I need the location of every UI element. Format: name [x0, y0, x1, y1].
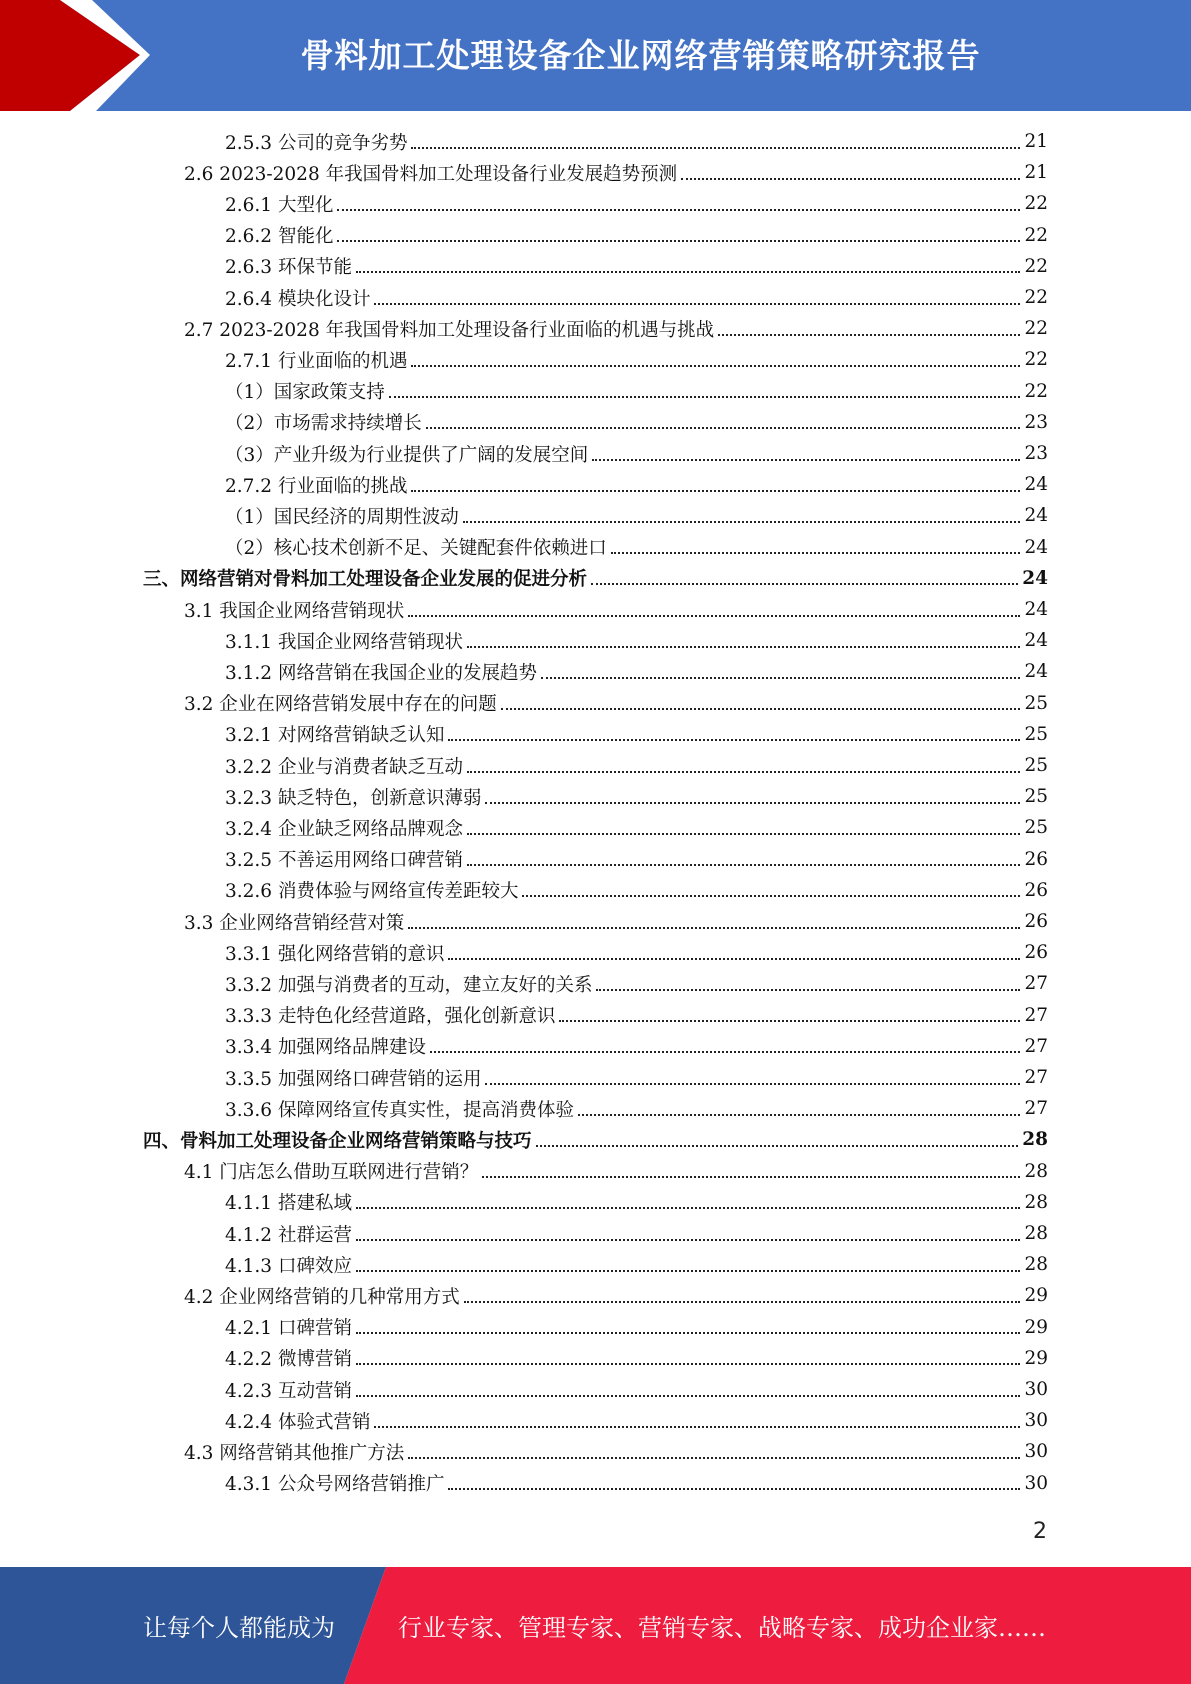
toc-entry[interactable]	[184, 1156, 1048, 1187]
toc-entry-label: 3.3.4 加强网络品牌建设	[225, 1037, 426, 1059]
toc-entry-page: 23	[1024, 443, 1048, 464]
toc-dot-leader	[467, 771, 1020, 773]
toc-entry-page: 28	[1024, 1254, 1048, 1276]
toc-entry-label: （1）国民经济的周期性波动	[225, 506, 459, 528]
toc-entry[interactable]	[184, 906, 1048, 937]
toc-dot-leader	[337, 240, 1020, 242]
toc-dot-leader	[356, 1395, 1021, 1397]
toc-dot-leader	[681, 178, 1020, 180]
toc-entry-label: 4.2.2 微博营销	[225, 1349, 352, 1371]
toc-entry-page: 25	[1024, 692, 1048, 714]
toc-entry-label: 3.2 企业在网络营销发展中存在的问题	[184, 694, 497, 716]
toc-entry[interactable]	[225, 1187, 1048, 1218]
toc-entry-page: 30	[1024, 1379, 1048, 1400]
toc-entry[interactable]	[184, 688, 1048, 719]
toc-entry-page: 22	[1024, 193, 1048, 215]
toc-entry-label: 3.3.2 加强与消费者的互动，建立友好的关系	[225, 974, 593, 996]
toc-entry[interactable]	[184, 1280, 1048, 1311]
toc-entry-page: 24	[1024, 505, 1048, 527]
toc-entry-label: 2.7 2023-2028 年我国骨料加工处理设备行业面临的机遇与挑战	[184, 319, 715, 341]
toc-dot-leader	[411, 490, 1020, 492]
toc-entry-page: 22	[1024, 318, 1048, 340]
toc-entry-page: 28	[1024, 1191, 1048, 1213]
toc-entry[interactable]	[225, 750, 1048, 781]
toc-entry[interactable]	[225, 875, 1048, 906]
toc-entry-page: 22	[1024, 255, 1048, 277]
toc-entry-page: 24	[1024, 474, 1048, 496]
toc-entry-label: 4.3 网络营销其他推广方法	[184, 1442, 405, 1464]
toc-dot-leader	[482, 1176, 1020, 1178]
toc-dot-leader	[356, 1363, 1021, 1365]
toc-entry[interactable]	[225, 438, 1048, 469]
toc-entry-page: 26	[1024, 942, 1048, 964]
toc-dot-leader	[408, 1457, 1020, 1459]
toc-entry-label: 3.2.2 企业与消费者缺乏互动	[225, 756, 463, 778]
toc-entry-label: 2.7.1 行业面临的机遇	[225, 350, 408, 372]
toc-entry-page: 25	[1024, 755, 1048, 776]
toc-entry-label: 3.2.3 缺乏特色，创新意识薄弱	[225, 787, 482, 809]
toc-dot-leader	[356, 1207, 1021, 1209]
toc-entry-label: 4.2.1 口碑营销	[225, 1318, 352, 1340]
toc-entry-page: 28	[1024, 1223, 1048, 1244]
toc-entry-label: 3.1.1 我国企业网络营销现状	[225, 631, 463, 653]
toc-entry[interactable]	[225, 1249, 1048, 1280]
toc-dot-leader	[408, 927, 1020, 929]
toc-dot-leader	[611, 552, 1021, 554]
toc-entry-label: 4.2.4 体验式营销	[225, 1411, 371, 1433]
toc-entry-label: 3.3.1 强化网络营销的意识	[225, 943, 445, 965]
toc-entry[interactable]	[143, 1124, 1048, 1155]
toc-dot-leader	[485, 802, 1020, 804]
toc-entry-page: 25	[1024, 723, 1048, 745]
toc-entry-label: 四、骨料加工处理设备企业网络营销策略与技巧	[143, 1130, 532, 1152]
toc-entry-label: 4.3.1 公众号网络营销推广	[225, 1474, 445, 1496]
toc-entry-page: 30	[1024, 1472, 1048, 1494]
toc-entry[interactable]	[225, 1093, 1048, 1124]
toc-entry-label: （3）产业升级为行业提供了广阔的发展空间	[225, 444, 589, 466]
toc-dot-leader	[356, 1239, 1021, 1241]
footer-tagline: 行业专家、管理专家、营销专家、战略专家、成功企业家……	[398, 1614, 1046, 1642]
toc-entry[interactable]	[225, 376, 1048, 407]
toc-dot-leader	[485, 1083, 1020, 1085]
toc-entry-page: 26	[1024, 911, 1048, 932]
toc-entry-page: 29	[1024, 1347, 1048, 1369]
toc-dot-leader	[559, 1020, 1020, 1022]
toc-dot-leader	[448, 958, 1020, 960]
toc-dot-leader	[430, 1051, 1020, 1053]
toc-entry-page: 21	[1024, 131, 1048, 152]
toc-entry[interactable]	[225, 500, 1048, 531]
toc-entry-page: 24	[1024, 661, 1048, 683]
toc-entry-label: 4.2.3 互动营销	[225, 1380, 352, 1402]
toc-entry-label: 三、网络营销对骨料加工处理设备企业发展的促进分析	[143, 569, 588, 591]
toc-entry[interactable]	[225, 1218, 1048, 1249]
toc-entry[interactable]	[225, 188, 1048, 219]
toc-dot-leader	[389, 396, 1021, 398]
toc-entry-page: 27	[1024, 1098, 1048, 1120]
footer-slogan: 让每个人都能成为	[143, 1614, 335, 1642]
toc-dot-leader	[536, 1145, 1019, 1147]
toc-dot-leader	[374, 1426, 1020, 1428]
toc-entry-label: 3.3.6 保障网络宣传真实性，提高消费体验	[225, 1099, 574, 1121]
toc-entry-page: 22	[1024, 224, 1048, 246]
toc-entry-label: 3.2.4 企业缺乏网络品牌观念	[225, 818, 463, 840]
toc-dot-leader	[448, 1488, 1020, 1490]
toc-entry[interactable]	[184, 594, 1048, 625]
toc-entry[interactable]	[225, 625, 1048, 656]
toc-entry-page: 30	[1024, 1441, 1048, 1463]
toc-entry-label: 2.6.3 环保节能	[225, 257, 352, 279]
toc-entry[interactable]	[225, 1374, 1048, 1405]
toc-dot-leader	[501, 708, 1021, 710]
toc-entry-page: 22	[1024, 380, 1048, 402]
toc-entry-label: 3.2.5 不善运用网络口碑营销	[225, 850, 463, 872]
toc-entry-page: 30	[1024, 1410, 1048, 1432]
toc-dot-leader	[578, 1114, 1020, 1116]
toc-entry[interactable]	[225, 1000, 1048, 1031]
toc-entry-label: 4.1.1 搭建私域	[225, 1193, 352, 1215]
toc-entry[interactable]	[225, 344, 1048, 375]
toc-entry-page: 27	[1024, 1035, 1048, 1057]
toc-entry-page: 26	[1024, 879, 1048, 901]
toc-entry[interactable]	[225, 968, 1048, 999]
toc-dot-leader	[467, 833, 1020, 835]
toc-entry-label: 3.2.6 消费体验与网络宣传差距较大	[225, 881, 519, 903]
toc-entry-label: （2）市场需求持续增长	[225, 413, 422, 435]
toc-dot-leader	[467, 864, 1020, 866]
toc-entry-label: 2.6.2 智能化	[225, 226, 334, 248]
toc-dot-leader	[337, 209, 1020, 211]
toc-dot-leader	[356, 1332, 1021, 1334]
toc-dot-leader	[718, 334, 1020, 336]
toc-entry-label: 4.1 门店怎么借助互联网进行营销？	[184, 1162, 479, 1184]
toc-entry-label: 3.1 我国企业网络营销现状	[184, 600, 405, 622]
header-arrow-decoration	[0, 0, 160, 111]
toc-entry[interactable]	[225, 1343, 1048, 1374]
toc-entry-label: 2.7.2 行业面临的挑战	[225, 475, 408, 497]
toc-entry-page: 24	[1022, 567, 1048, 589]
toc-entry[interactable]	[143, 563, 1048, 594]
toc-dot-leader	[374, 303, 1020, 305]
toc-dot-leader	[464, 1301, 1021, 1303]
report-footer	[0, 1567, 1191, 1684]
toc-entry[interactable]	[225, 656, 1048, 687]
toc-entry[interactable]	[225, 1062, 1048, 1093]
toc-entry[interactable]	[225, 1031, 1048, 1062]
toc-entry-page: 28	[1022, 1129, 1048, 1151]
toc-entry-label: （2）核心技术创新不足、关键配套件依赖进口	[225, 538, 607, 560]
toc-entry[interactable]	[225, 1312, 1048, 1343]
toc-entry-label: 4.1.2 社群运营	[225, 1224, 352, 1246]
toc-entry-page: 25	[1024, 817, 1048, 839]
toc-dot-leader	[426, 427, 1021, 429]
toc-dot-leader	[596, 989, 1020, 991]
toc-entry[interactable]	[225, 1468, 1048, 1499]
toc-dot-leader	[408, 615, 1020, 617]
toc-entry-page: 24	[1024, 536, 1048, 558]
toc-entry[interactable]	[225, 126, 1048, 157]
toc-entry[interactable]	[184, 157, 1048, 188]
toc-entry-page: 24	[1024, 599, 1048, 620]
toc-entry-label: 2.5.3 公司的竞争劣势	[225, 132, 408, 154]
toc-dot-leader	[411, 365, 1020, 367]
toc-dot-leader	[467, 646, 1020, 648]
toc-entry-page: 29	[1024, 1285, 1048, 1307]
toc-entry-page: 26	[1024, 848, 1048, 870]
toc-entry-page: 25	[1024, 786, 1048, 808]
toc-dot-leader	[463, 521, 1021, 523]
toc-entry-label: 4.1.3 口碑效应	[225, 1255, 352, 1277]
toc-entry-page: 29	[1024, 1316, 1048, 1338]
toc-entry[interactable]	[184, 313, 1048, 344]
toc-entry[interactable]	[225, 407, 1048, 438]
toc-dot-leader	[541, 677, 1020, 679]
toc-entry[interactable]	[225, 844, 1048, 875]
toc-entry[interactable]	[225, 251, 1048, 282]
toc-entry-label: 2.6 2023-2028 年我国骨料加工处理设备行业发展趋势预测	[184, 163, 678, 185]
toc-entry[interactable]	[225, 781, 1048, 812]
toc-entry-label: 3.1.2 网络营销在我国企业的发展趋势	[225, 662, 537, 684]
toc-entry-label: 3.3 企业网络营销经营对策	[184, 912, 405, 934]
toc-entry[interactable]	[225, 719, 1048, 750]
toc-entry-page: 21	[1024, 162, 1048, 184]
toc-entry-label: 3.3.5 加强网络口碑营销的运用	[225, 1068, 482, 1090]
toc-entry[interactable]	[184, 1436, 1048, 1467]
toc-entry[interactable]	[225, 1405, 1048, 1436]
toc-entry[interactable]	[225, 532, 1048, 563]
toc-dot-leader	[592, 459, 1020, 461]
toc-entry-label: 3.2.1 对网络营销缺乏认知	[225, 725, 445, 747]
toc-entry-page: 22	[1024, 287, 1048, 308]
toc-entry-label: 2.6.4 模块化设计	[225, 288, 371, 310]
report-header	[0, 0, 1191, 111]
toc-entry-label: 2.6.1 大型化	[225, 194, 334, 216]
toc-entry-label: （1）国家政策支持	[225, 382, 385, 404]
toc-dot-leader	[448, 739, 1020, 741]
toc-dot-leader	[522, 895, 1020, 897]
toc-entry[interactable]	[225, 220, 1048, 251]
toc-dot-leader	[591, 583, 1018, 585]
toc-dot-leader	[356, 271, 1021, 273]
toc-entry-label: 3.3.3 走特色化经营道路，强化创新意识	[225, 1006, 556, 1028]
toc-dot-leader	[411, 147, 1020, 149]
toc-entry-page: 28	[1024, 1160, 1048, 1182]
toc-entry-page: 27	[1024, 1004, 1048, 1026]
toc-entry-label: 4.2 企业网络营销的几种常用方式	[184, 1286, 460, 1308]
toc-dot-leader	[356, 1270, 1021, 1272]
toc-entry-page: 27	[1024, 973, 1048, 995]
toc-entry-page: 23	[1024, 411, 1048, 433]
toc-entry-page: 22	[1024, 349, 1048, 371]
toc-entry[interactable]	[225, 812, 1048, 843]
page-number: 2	[1033, 1519, 1047, 1544]
toc-entry[interactable]	[225, 282, 1048, 313]
toc-entry-page: 24	[1024, 630, 1048, 652]
toc-entry-page: 27	[1024, 1067, 1048, 1088]
report-title: 骨料加工处理设备企业网络营销策略研究报告	[300, 35, 981, 75]
toc-entry[interactable]	[225, 937, 1048, 968]
toc-entry[interactable]	[225, 469, 1048, 500]
